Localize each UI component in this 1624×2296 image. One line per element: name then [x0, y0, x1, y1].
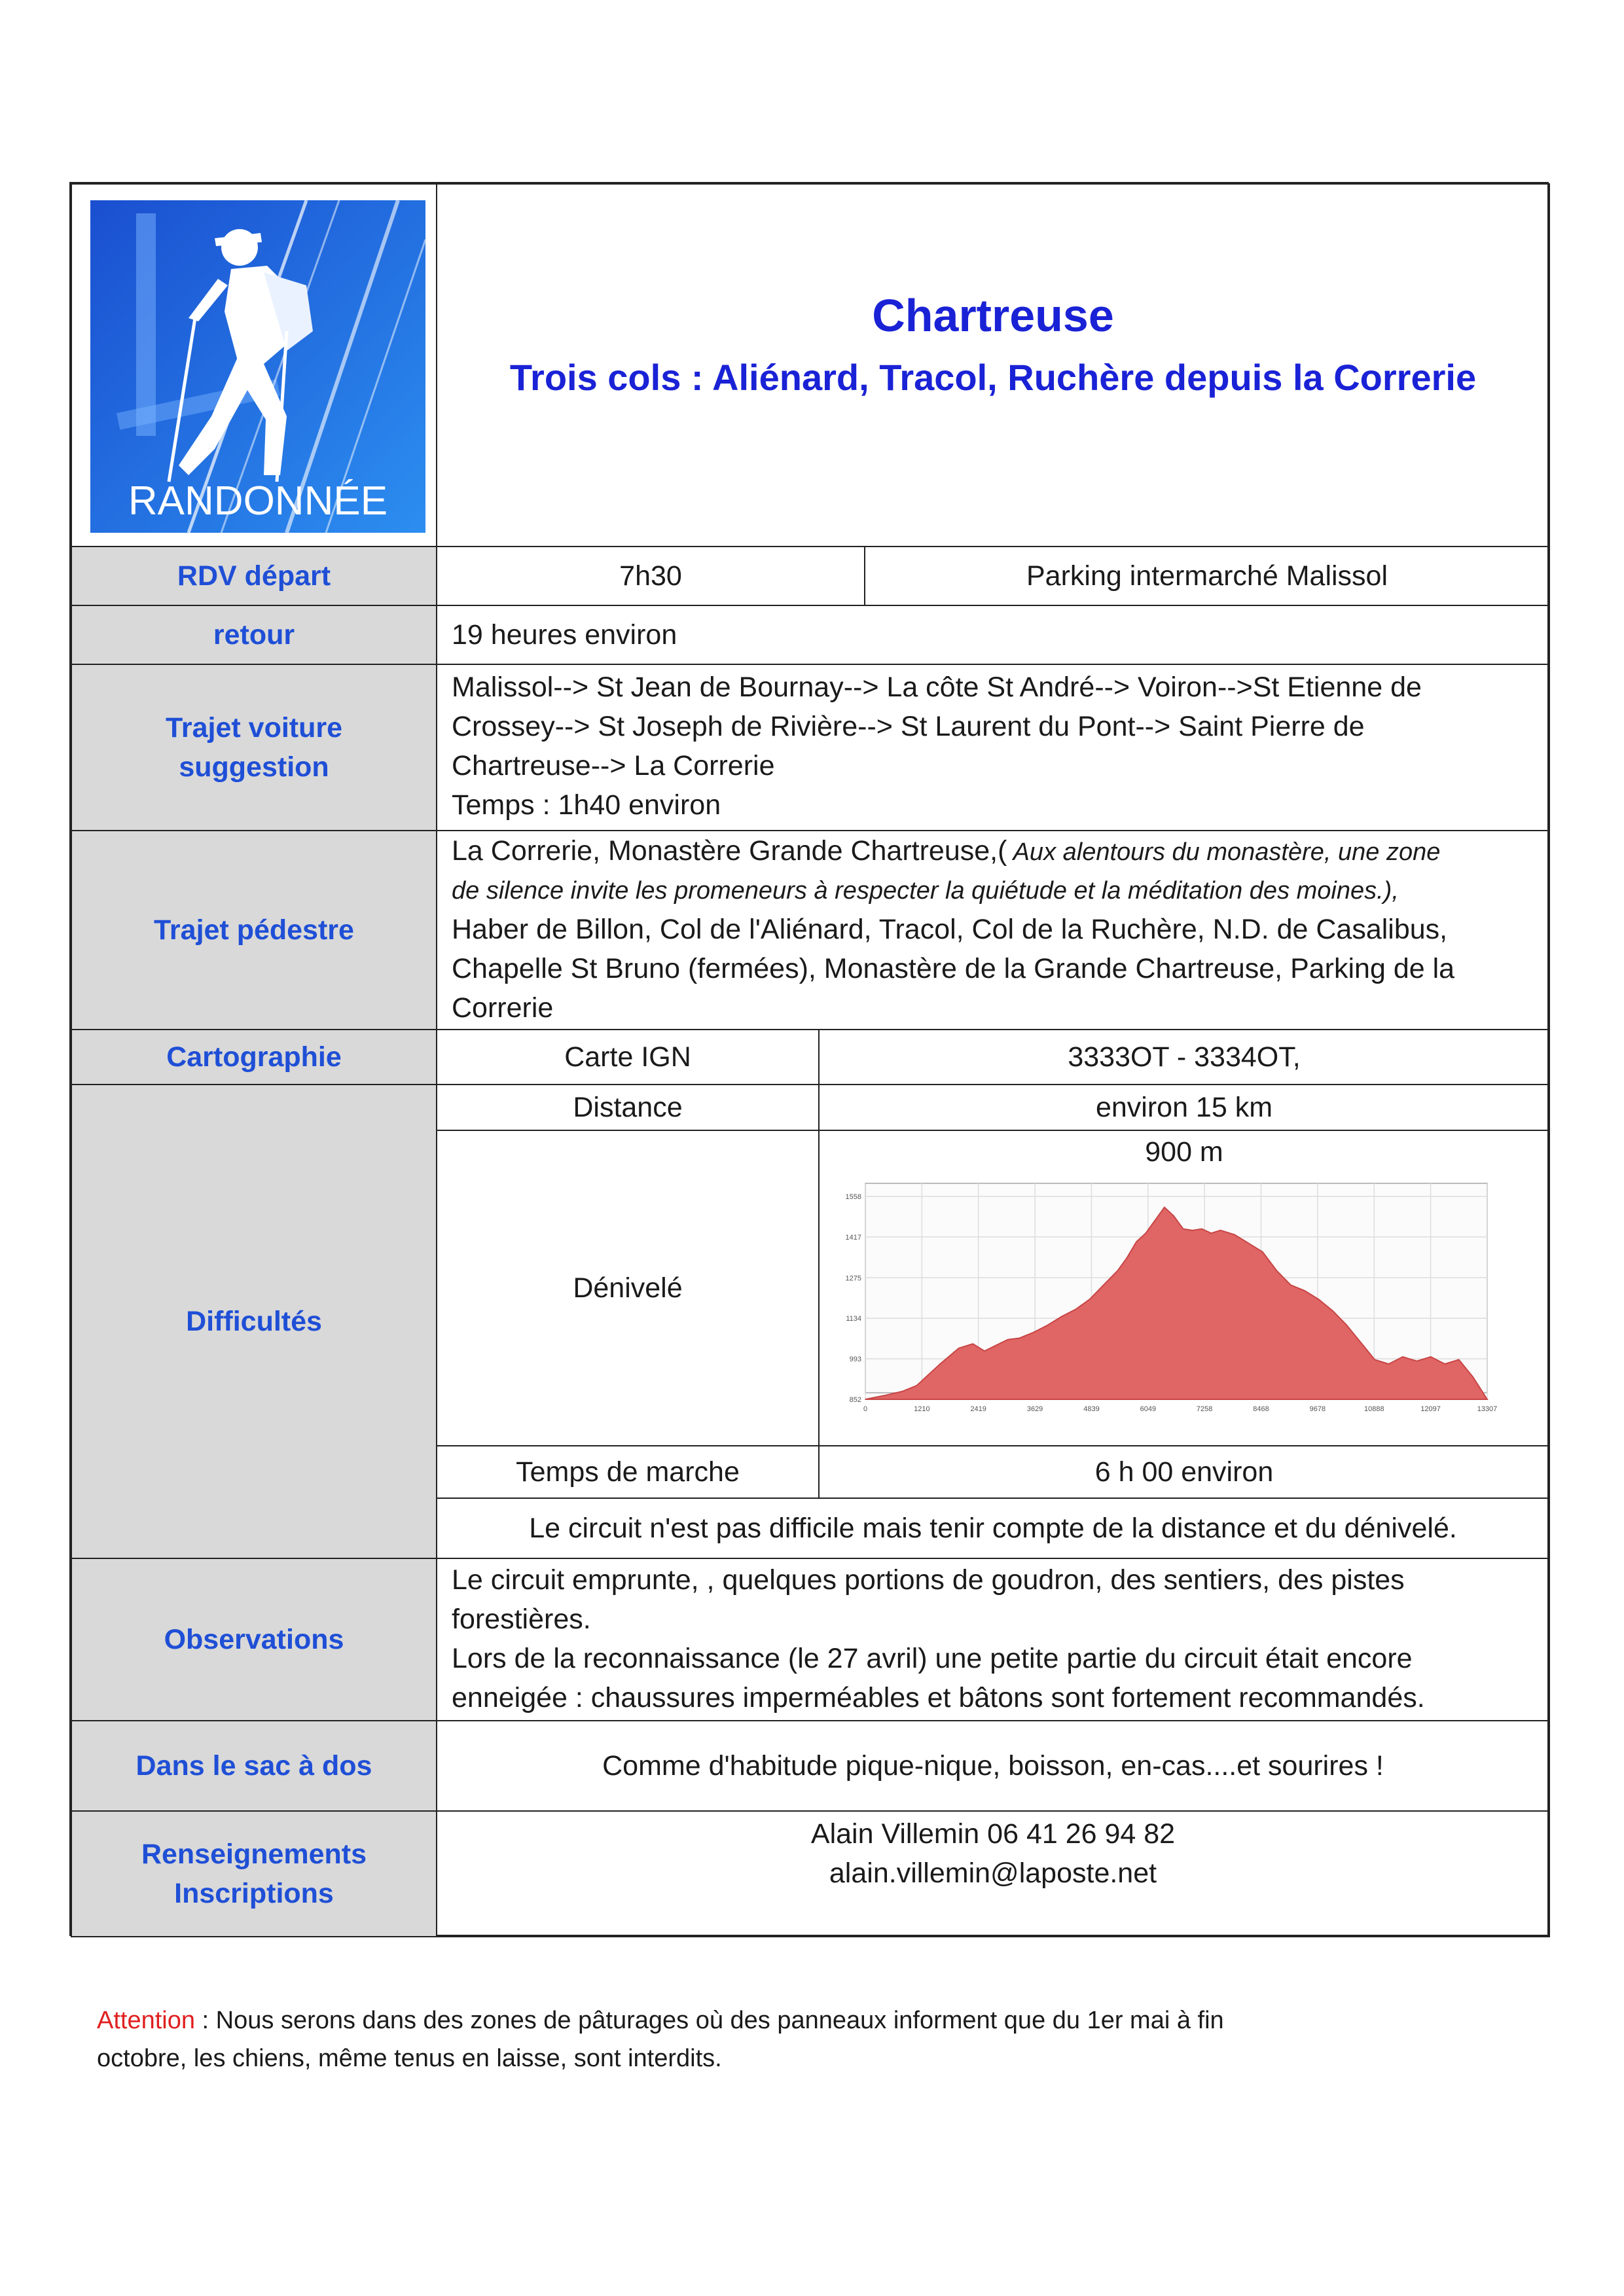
renseignements-label [71, 1810, 437, 1937]
x-tick-label: 3629 [1026, 1405, 1043, 1413]
y-tick-label: 993 [849, 1355, 861, 1364]
elevation-point [1201, 1229, 1202, 1230]
elevation-profile-chart [839, 1177, 1520, 1439]
cartographie-key: Carte IGN [436, 1029, 820, 1085]
elevation-point [1276, 1270, 1277, 1271]
elevation-point [1318, 1299, 1320, 1300]
elevation-point [1458, 1359, 1460, 1361]
elevation-point [902, 1391, 903, 1392]
elevation-point [1332, 1310, 1333, 1312]
x-tick-label: 9678 [1309, 1405, 1326, 1413]
elevation-point [865, 1399, 866, 1400]
elevation-point [1472, 1376, 1473, 1378]
logo-cell [71, 183, 437, 547]
elevation-point [1033, 1332, 1034, 1333]
rdv-time: 7h30 [436, 546, 865, 606]
cartographie-value: 3333OT - 3334OT, [818, 1029, 1550, 1085]
elevation-point [1019, 1338, 1020, 1339]
x-tick-label: 10888 [1364, 1405, 1384, 1413]
logo-text: RANDONNÉE [128, 478, 388, 524]
elevation-point [1089, 1299, 1091, 1300]
observations-line: forestières. [452, 1604, 591, 1635]
elevation-point [1346, 1325, 1348, 1326]
elevation-point [1192, 1230, 1193, 1231]
rdv-label: RDV départ [71, 546, 437, 606]
y-tick-label: 1275 [845, 1274, 861, 1283]
retour-value: 19 heures environ [436, 605, 1550, 665]
x-tick-label: 8468 [1253, 1405, 1269, 1413]
elevation-point [1487, 1399, 1488, 1400]
rdv-place: Parking intermarché Malissol [864, 546, 1550, 606]
trajet-pedestre-value [436, 830, 1550, 1030]
elevation-point [884, 1395, 885, 1396]
elevation-point [1183, 1229, 1184, 1230]
x-tick-label: 7258 [1196, 1405, 1213, 1413]
footer-line: octobre, les chiens, même tenus en laisse, sont interdits. [97, 2045, 722, 2072]
denivele-value-cell [818, 1130, 1550, 1446]
denivele-key: Dénivelé [436, 1130, 820, 1446]
contact-phone: Alain Villemin 06 41 26 94 82 [810, 1818, 1176, 1850]
footer-line [97, 2001, 1406, 2039]
x-tick-label: 13307 [1477, 1405, 1498, 1413]
footer-note [97, 2001, 1406, 2077]
elevation-point [1388, 1363, 1390, 1365]
sac-label: Dans le sac à dos [71, 1720, 437, 1812]
elevation-point [1164, 1207, 1165, 1208]
trajet-voiture-label [71, 664, 437, 831]
elevation-point [926, 1376, 927, 1378]
observations-line: Le circuit emprunte, , quelques portions de goudron, des sentiers, des pistes [452, 1564, 1405, 1596]
elevation-point [1430, 1356, 1432, 1357]
observations-line: Lors de la reconnaissance (le 27 avril) une petite partie du circuit était encore [452, 1643, 1413, 1674]
elevation-point [1374, 1359, 1375, 1361]
observations-value [436, 1558, 1550, 1721]
outing-sheet [69, 182, 1549, 1936]
elevation-point [1146, 1232, 1147, 1234]
footer-text: : Nous serons dans des zones de pâturages où des panneaux informent que du 1er mai à fin [195, 2007, 1224, 2034]
elevation-point [1075, 1309, 1076, 1310]
trajet-pedestre-note: de silence invite les promeneurs à respecter la quiétude et la méditation des moines.), [452, 877, 1399, 905]
renseignements-value [436, 1810, 1550, 1937]
elevation-point [1047, 1325, 1049, 1326]
trajet-pedestre-line: Correrie [452, 992, 554, 1024]
elevation-point [1061, 1316, 1062, 1318]
distance-value: environ 15 km [818, 1084, 1550, 1131]
x-tick-label: 0 [863, 1405, 868, 1413]
page-title: Chartreuse [872, 290, 1114, 341]
elevation-point [1248, 1243, 1250, 1244]
trajet-voiture-label-line1: Trajet voiture [165, 712, 343, 744]
elevation-point [1103, 1284, 1104, 1285]
x-tick-label: 1210 [914, 1405, 930, 1413]
trajet-voiture-line: Chartreuse--> La Correrie [452, 750, 775, 781]
denivele-value: 900 m [1145, 1136, 1223, 1168]
difficultes-note: Le circuit n'est pas difficile mais tenir compte de la distance et du dénivelé. [436, 1498, 1550, 1559]
trajet-voiture-value [436, 664, 1550, 831]
trajet-pedestre-label: Trajet pédestre [71, 830, 437, 1030]
elevation-point [939, 1363, 941, 1365]
renseignements-label-line2: Inscriptions [174, 1878, 334, 1909]
elevation-point [1304, 1290, 1305, 1291]
cartographie-label: Cartographie [71, 1029, 437, 1085]
difficultes-label: Difficultés [71, 1084, 437, 1559]
distance-key: Distance [436, 1084, 820, 1131]
elevation-point [1007, 1339, 1009, 1340]
trajet-pedestre-line: Chapelle St Bruno (fermées), Monastère de la Grande Chartreuse, Parking de la [452, 953, 1455, 984]
renseignements-label-line1: Renseignements [141, 1839, 367, 1870]
elevation-point [1136, 1242, 1137, 1243]
trajet-voiture-line: Crossey--> St Joseph de Rivière--> St Laurent du Pont--> Saint Pierre de [452, 711, 1365, 742]
trajet-pedestre-note: Aux alentours du monastère, une zone [1007, 838, 1441, 866]
sac-value: Comme d'habitude pique-nique, boisson, en-cas....et sourires ! [436, 1720, 1550, 1812]
elevation-point [1416, 1361, 1418, 1362]
elevation-point [1127, 1257, 1128, 1259]
elevation-point [1220, 1230, 1221, 1231]
x-tick-label: 2419 [970, 1405, 986, 1413]
elevation-point [1173, 1215, 1174, 1217]
elevation-point [1210, 1232, 1212, 1234]
elevation-point [916, 1385, 918, 1386]
x-tick-label: 6049 [1140, 1405, 1157, 1413]
elevation-point [984, 1350, 985, 1352]
elevation-point [1117, 1270, 1119, 1271]
elevation-point [958, 1348, 960, 1349]
temps-key: Temps de marche [436, 1445, 820, 1499]
hiker-logo-icon [90, 200, 425, 533]
observations-line: enneigée : chaussures imperméables et bâtons sont fortement recommandés. [452, 1682, 1425, 1713]
elevation-point [996, 1345, 997, 1346]
trajet-voiture-label-line2: suggestion [179, 751, 329, 783]
contact-email[interactable]: alain.villemin@laposte.net [829, 1857, 1157, 1889]
trajet-voiture-line: Malissol--> St Jean de Bournay--> La côte St André--> Voiron-->St Etienne de [452, 672, 1422, 703]
y-tick-label: 1134 [846, 1315, 861, 1323]
trajet-pedestre-line: Haber de Billon, Col de l'Aliénard, Tracol, Col de la Ruchère, N.D. de Casalibus, [452, 914, 1448, 945]
elevation-point [1262, 1251, 1263, 1253]
y-tick-label: 852 [849, 1396, 861, 1404]
x-tick-label: 4839 [1083, 1405, 1100, 1413]
elevation-point [1360, 1342, 1362, 1343]
elevation-point [1155, 1220, 1156, 1221]
y-tick-label: 1558 [845, 1193, 861, 1201]
trajet-voiture-time: Temps : 1h40 environ [452, 789, 721, 821]
y-tick-label: 1417 [845, 1233, 861, 1242]
trajet-pedestre-line [452, 831, 1534, 872]
elevation-point [1402, 1356, 1403, 1357]
elevation-point [1444, 1363, 1445, 1365]
title-cell [436, 183, 1550, 547]
elevation-point [972, 1343, 973, 1344]
trajet-pedestre-start: La Correrie, Monastère Grande Chartreuse,( [452, 835, 1007, 867]
temps-value: 6 h 00 environ [818, 1445, 1550, 1499]
observations-label: Observations [71, 1558, 437, 1721]
x-tick-label: 12097 [1420, 1405, 1441, 1413]
elevation-point [1290, 1284, 1291, 1285]
attention-label: Attention [97, 2007, 195, 2034]
page-subtitle: Trois cols : Aliénard, Tracol, Ruchère depuis la Correrie [509, 357, 1477, 398]
retour-label: retour [71, 605, 437, 665]
elevation-point [1234, 1234, 1235, 1236]
